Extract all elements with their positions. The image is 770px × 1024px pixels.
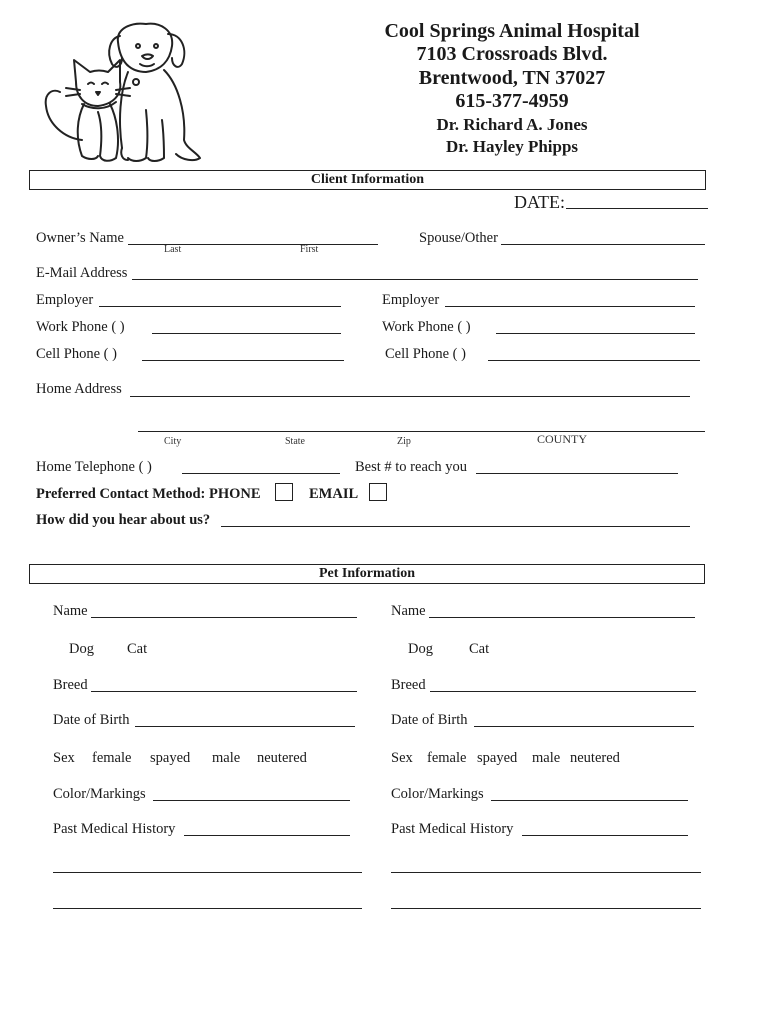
spouse-label: Spouse/Other [419,230,498,246]
pet2-history-field[interactable] [522,835,688,836]
pet2-history-line-3[interactable] [391,908,701,909]
spouse-field[interactable] [501,244,705,245]
pet1-color-field[interactable] [153,800,350,801]
pet2-breed-label: Breed [391,677,426,693]
pet1-name-field[interactable] [91,617,357,618]
county-sublabel: COUNTY [537,432,587,446]
cell-phone-field[interactable] [142,360,344,361]
pet1-cat-option[interactable]: Cat [127,641,148,657]
heard-about-label: How did you hear about us? [36,512,211,528]
pet1-color-label: Color/Markings [53,786,146,802]
cat-and-dog-logo [36,20,211,168]
last-name-sublabel: Last [164,244,182,255]
pet1-male-option[interactable]: male [212,750,241,766]
clinic-city-state-zip: Brentwood, TN 37027 [418,67,606,89]
client-information-title: Client Information [310,172,425,187]
spouse-work-phone-field[interactable] [496,333,695,334]
heard-about-field[interactable] [221,526,690,527]
employer-field[interactable] [99,306,341,307]
pet2-spayed-option[interactable]: spayed [477,750,518,766]
pet1-female-option[interactable]: female [92,750,132,766]
pet2-color-field[interactable] [491,800,688,801]
pet2-breed-field[interactable] [430,691,696,692]
pet1-name-label: Name [53,603,88,619]
pet2-dog-option[interactable]: Dog [408,641,433,657]
pet2-history-label: Past Medical History [391,821,514,837]
pet2-male-option[interactable]: male [532,750,561,766]
pet1-sex-label: Sex [53,750,75,766]
pet1-dob-field[interactable] [135,726,355,727]
zip-sublabel: Zip [397,436,411,447]
spouse-cell-phone-field[interactable] [488,360,700,361]
pet1-history-line-3[interactable] [53,908,362,909]
clinic-phone: 615-377-4959 [455,90,569,112]
date-label: DATE: [514,192,565,212]
work-phone-field[interactable] [152,333,341,334]
clinic-name: Cool Springs Animal Hospital [384,20,640,42]
spouse-employer-label: Employer [382,292,440,308]
phone-checkbox[interactable] [275,483,293,501]
email-field[interactable] [132,279,698,280]
home-address-label: Home Address [36,381,122,397]
city-sublabel: City [164,436,182,447]
pet2-dob-field[interactable] [474,726,694,727]
home-telephone-field[interactable] [182,473,340,474]
spouse-work-phone-label: Work Phone ( ) [382,319,471,335]
pet2-female-option[interactable]: female [427,750,467,766]
best-number-field[interactable] [476,473,678,474]
pet-information-bar [29,564,705,584]
preferred-contact-label: Preferred Contact Method: PHONE [36,486,261,502]
email-option-label: EMAIL [309,486,359,502]
city-state-zip-county-field[interactable] [138,431,705,432]
pet1-history-line-2[interactable] [53,872,362,873]
best-number-label: Best # to reach you [355,459,467,475]
doctor-2: Dr. Hayley Phipps [445,137,579,156]
pet2-color-label: Color/Markings [391,786,484,802]
pet2-name-label: Name [391,603,426,619]
email-label: E-Mail Address [36,265,128,281]
clinic-street: 7103 Crossroads Blvd. [416,43,608,65]
pet1-history-field[interactable] [184,835,350,836]
pet1-spayed-option[interactable]: spayed [150,750,191,766]
client-information-bar [29,170,706,190]
pet2-sex-label: Sex [391,750,413,766]
pet2-name-field[interactable] [429,617,695,618]
pet1-dog-option[interactable]: Dog [69,641,94,657]
pet1-neutered-option[interactable]: neutered [257,750,307,766]
home-address-field[interactable] [130,396,690,397]
pet-information-title: Pet Information [318,566,416,581]
pet1-breed-field[interactable] [91,691,357,692]
first-name-sublabel: First [300,244,319,255]
cell-phone-label: Cell Phone ( ) [36,346,117,362]
doctor-1: Dr. Richard A. Jones [436,115,588,134]
pet2-cat-option[interactable]: Cat [469,641,490,657]
owners-name-label: Owner’s Name [36,230,124,246]
pet2-history-line-2[interactable] [391,872,701,873]
work-phone-label: Work Phone ( ) [36,319,125,335]
pet1-dob-label: Date of Birth [53,712,130,728]
pet2-neutered-option[interactable]: neutered [570,750,620,766]
date-field[interactable] [566,208,708,209]
state-sublabel: State [285,436,305,447]
spouse-cell-phone-label: Cell Phone ( ) [385,346,466,362]
spouse-employer-field[interactable] [445,306,695,307]
employer-label: Employer [36,292,94,308]
pet1-history-label: Past Medical History [53,821,176,837]
home-telephone-label: Home Telephone ( ) [36,459,152,475]
email-checkbox[interactable] [369,483,387,501]
pet2-dob-label: Date of Birth [391,712,468,728]
pet1-breed-label: Breed [53,677,88,693]
